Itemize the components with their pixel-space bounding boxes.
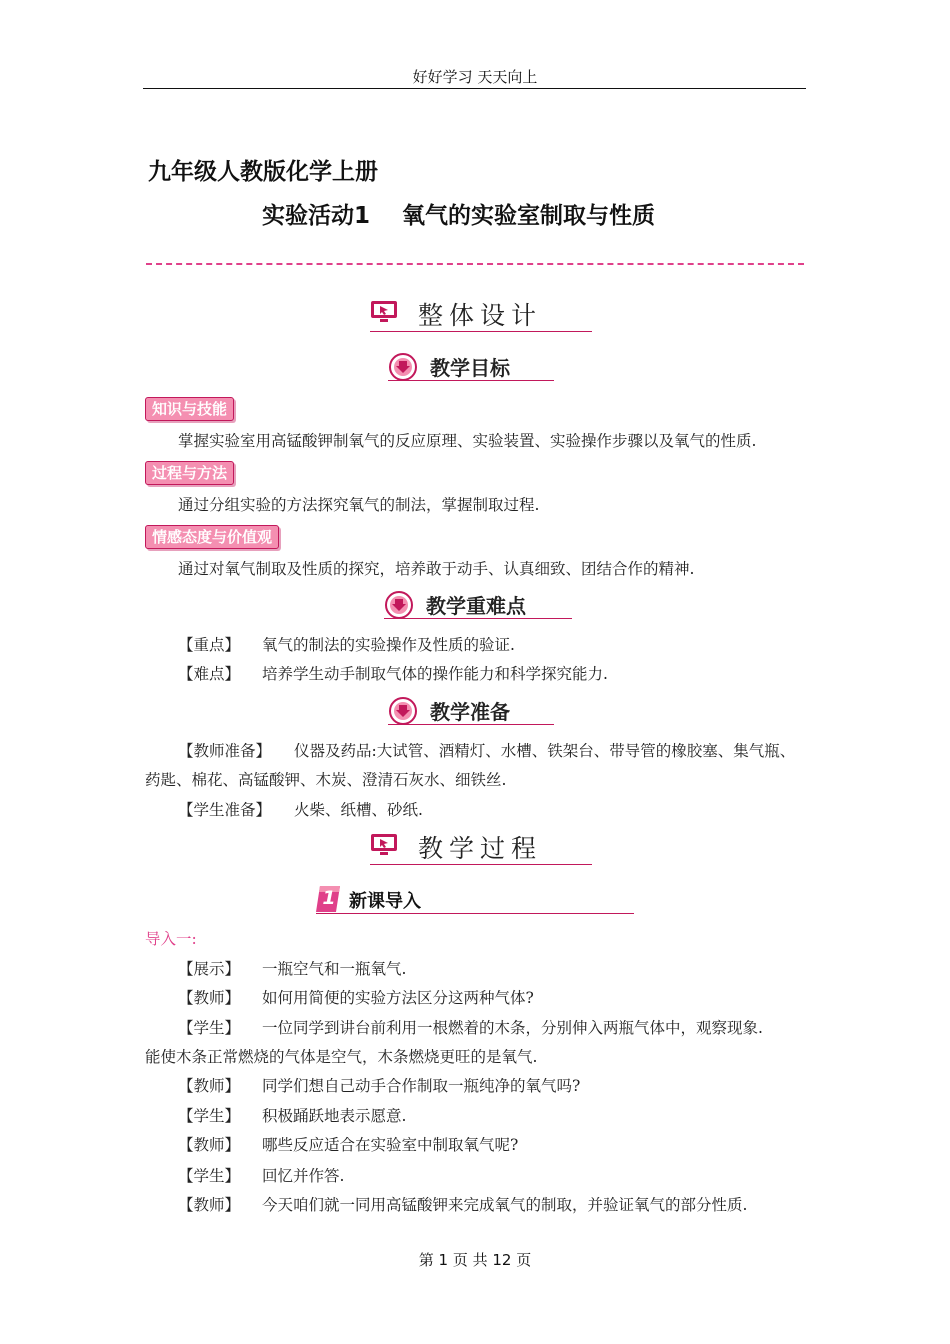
dialogue-role: 【教师】 bbox=[178, 1196, 241, 1214]
section-title: 教学过程 bbox=[418, 834, 543, 863]
attitude-text: 通过对氧气制取及性质的探究，培养敢于动手、认真细致、团结合作的精神. bbox=[178, 560, 695, 578]
dialogue-role: 【学生】 bbox=[178, 1107, 241, 1125]
dialogue-continuation: 能使木条正常燃烧的气体是空气，木条燃烧更旺的是氧气. bbox=[145, 1048, 538, 1066]
step-underline bbox=[316, 913, 634, 914]
download-arrow-icon bbox=[388, 696, 418, 726]
dialogue-role: 【学生】 bbox=[178, 1019, 241, 1037]
section-underline bbox=[370, 331, 592, 332]
focus-label: 【重点】 bbox=[178, 636, 241, 654]
dialogue-line bbox=[178, 1131, 518, 1160]
focus-line bbox=[178, 631, 515, 660]
tag-attitude: 情感态度与价值观 bbox=[145, 525, 279, 549]
dialogue-text: 一瓶空气和一瓶氧气. bbox=[262, 960, 407, 978]
intro-label: 导入一: bbox=[145, 930, 197, 948]
teacher-prep bbox=[145, 737, 805, 795]
dialogue-text: 同学们想自己动手合作制取一瓶纯净的氧气吗? bbox=[262, 1077, 581, 1095]
dialogue-role: 【展示】 bbox=[178, 960, 241, 978]
subsection-underline bbox=[384, 618, 572, 619]
subsection-underline bbox=[388, 724, 554, 725]
monitor-icon bbox=[370, 300, 398, 324]
page-header: 好好学习 天天向上 bbox=[412, 68, 538, 86]
subsection-goals bbox=[388, 352, 554, 384]
student-prep-label: 【学生准备】 bbox=[178, 801, 272, 819]
download-arrow-icon bbox=[384, 590, 414, 620]
dialogue-role: 【教师】 bbox=[178, 1136, 241, 1154]
lesson-step-head bbox=[316, 886, 634, 916]
difficulty-text: 培养学生动手制取气体的操作能力和科学探究能力. bbox=[262, 665, 608, 683]
page-footer: 第 1 页 共 12 页 bbox=[418, 1251, 532, 1269]
subsection-title: 教学重难点 bbox=[426, 594, 526, 618]
difficulty-label: 【难点】 bbox=[178, 665, 241, 683]
dialogue-line bbox=[178, 1191, 747, 1220]
difficulty-line bbox=[178, 660, 608, 689]
dialogue-line bbox=[178, 1162, 344, 1191]
document-title: 九年级人教版化学上册 bbox=[148, 159, 378, 185]
dialogue-text: 一位同学到讲台前利用一根燃着的木条，分别伸入两瓶气体中，观察现象. bbox=[262, 1019, 763, 1037]
lesson-title: 实验活动1 氧气的实验室制取与性质 bbox=[262, 203, 656, 229]
student-prep-text: 火柴、纸槽、砂纸. bbox=[294, 801, 423, 819]
dashed-divider bbox=[146, 263, 804, 265]
dialogue-text: 如何用简便的实验方法区分这两种气体? bbox=[262, 989, 534, 1007]
tag-process: 过程与方法 bbox=[145, 461, 234, 485]
step-title: 新课导入 bbox=[349, 891, 421, 912]
dialogue-text: 积极踊跃地表示愿意. bbox=[262, 1107, 407, 1125]
header-rule bbox=[143, 88, 806, 89]
subsection-title: 教学准备 bbox=[430, 700, 510, 724]
subsection-key-points bbox=[384, 590, 572, 622]
section-teaching-process bbox=[370, 831, 592, 871]
subsection-title: 教学目标 bbox=[430, 356, 510, 380]
teacher-prep-text: 仪器及药品:大试管、酒精灯、水槽、铁架台、带导管的橡胶塞、集气瓶、药匙、棉花、高锰酸钾、木炭、澄清石灰水、细铁丝. bbox=[145, 742, 796, 789]
dialogue-text: 回忆并作答. bbox=[262, 1167, 345, 1185]
dialogue-line bbox=[178, 1014, 763, 1043]
dialogue-role: 【学生】 bbox=[178, 1167, 241, 1185]
subsection-underline bbox=[388, 380, 554, 381]
dialogue-text: 今天咱们就一同用高锰酸钾来完成氧气的制取，并验证氧气的部分性质. bbox=[262, 1196, 748, 1214]
dialogue-line bbox=[178, 955, 406, 984]
section-overall-design bbox=[370, 298, 592, 338]
process-text: 通过分组实验的方法探究氧气的制法，掌握制取过程. bbox=[178, 496, 540, 514]
subsection-preparation bbox=[388, 696, 554, 728]
dialogue-text: 哪些反应适合在实验室中制取氧气呢? bbox=[262, 1136, 519, 1154]
dialogue-role: 【教师】 bbox=[178, 1077, 241, 1095]
dialogue-role: 【教师】 bbox=[178, 989, 241, 1007]
focus-text: 氧气的制法的实验操作及性质的验证. bbox=[262, 636, 515, 654]
dialogue-line bbox=[178, 1072, 580, 1101]
knowledge-text: 掌握实验室用高锰酸钾制氧气的反应原理、实验装置、实验操作步骤以及氧气的性质. bbox=[178, 432, 757, 450]
section-title: 整体设计 bbox=[418, 301, 543, 330]
step-number: 1 bbox=[322, 887, 336, 909]
student-prep bbox=[178, 796, 423, 825]
teacher-prep-label: 【教师准备】 bbox=[178, 742, 272, 760]
dialogue-line bbox=[178, 984, 534, 1013]
tag-knowledge: 知识与技能 bbox=[145, 397, 234, 421]
monitor-icon bbox=[370, 833, 398, 857]
dialogue-line bbox=[178, 1102, 406, 1131]
download-arrow-icon bbox=[388, 352, 418, 382]
section-underline bbox=[370, 864, 592, 865]
